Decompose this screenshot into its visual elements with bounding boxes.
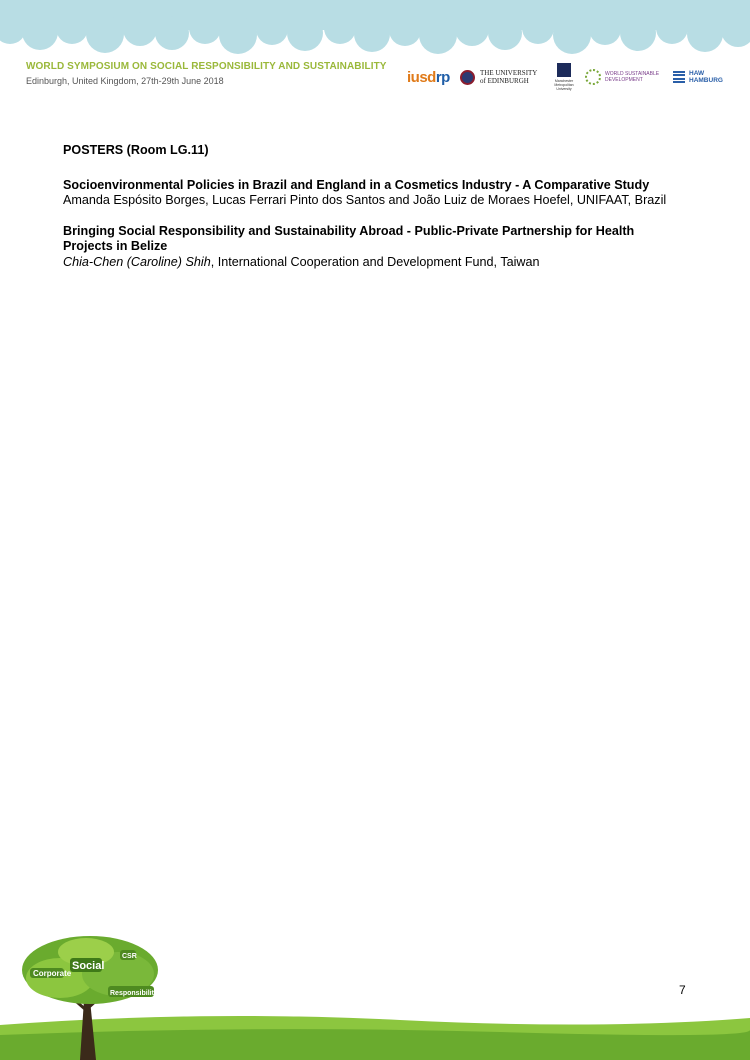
partner-logos (405, 62, 735, 94)
tree-word-responsibility: Responsibility (110, 990, 158, 997)
poster-affiliation: , International Cooperation and Development Fund, Taiwan (210, 254, 540, 269)
footer-graphic (0, 930, 750, 1060)
section-heading: POSTERS (Room LG.11) (63, 143, 209, 157)
poster-authors (63, 255, 683, 271)
haw-hamburg-logo: HAW HAMBURG (673, 62, 723, 92)
iusdrp-logo: iusd rp (407, 68, 450, 86)
cloud-banner (0, 0, 750, 60)
poster-title: Socioenvironmental Policies in Brazil and England in a Cosmetics Industry - A Comparative Study (63, 177, 650, 192)
haw-lines-icon (673, 71, 685, 83)
university-of-edinburgh-logo: THE UNIVERSITY of EDINBURGH (460, 62, 537, 92)
page-number: 7 (679, 983, 686, 997)
poster-authors: Amanda Espósito Borges, Lucas Ferrari Pinto dos Santos and João Luiz de Moraes Hoefel, UNIFAAT, Brazil (63, 193, 667, 207)
page-content (63, 143, 683, 285)
edinburgh-crest-icon (460, 70, 475, 85)
poster-entry (63, 178, 683, 209)
poster-entry (63, 224, 683, 271)
tree-word-social: Social (72, 960, 105, 972)
poster-author-name: Chia-Chen (Caroline) Shih (63, 254, 211, 269)
manchester-metropolitan-logo: Manchester Metropolitan University (550, 62, 578, 92)
wsd-ring-icon (585, 69, 601, 85)
tree-word-csr: CSR (122, 953, 137, 960)
tree-word-corporate: Corporate (33, 969, 72, 978)
poster-title: Bringing Social Responsibility and Sustainability Abroad - Public-Private Partnership for Health Projects in Belize (63, 223, 635, 253)
symposium-title: WORLD SYMPOSIUM ON SOCIAL RESPONSIBILITY AND SUSTAINABILITY (26, 61, 387, 72)
mmu-emblem-icon (557, 63, 571, 77)
world-sustainable-development-logo: WORLD SUSTAINABLE DEVELOPMENT (585, 62, 659, 92)
symposium-location-date: Edinburgh, United Kingdom, 27th-29th June 2018 (26, 76, 224, 86)
